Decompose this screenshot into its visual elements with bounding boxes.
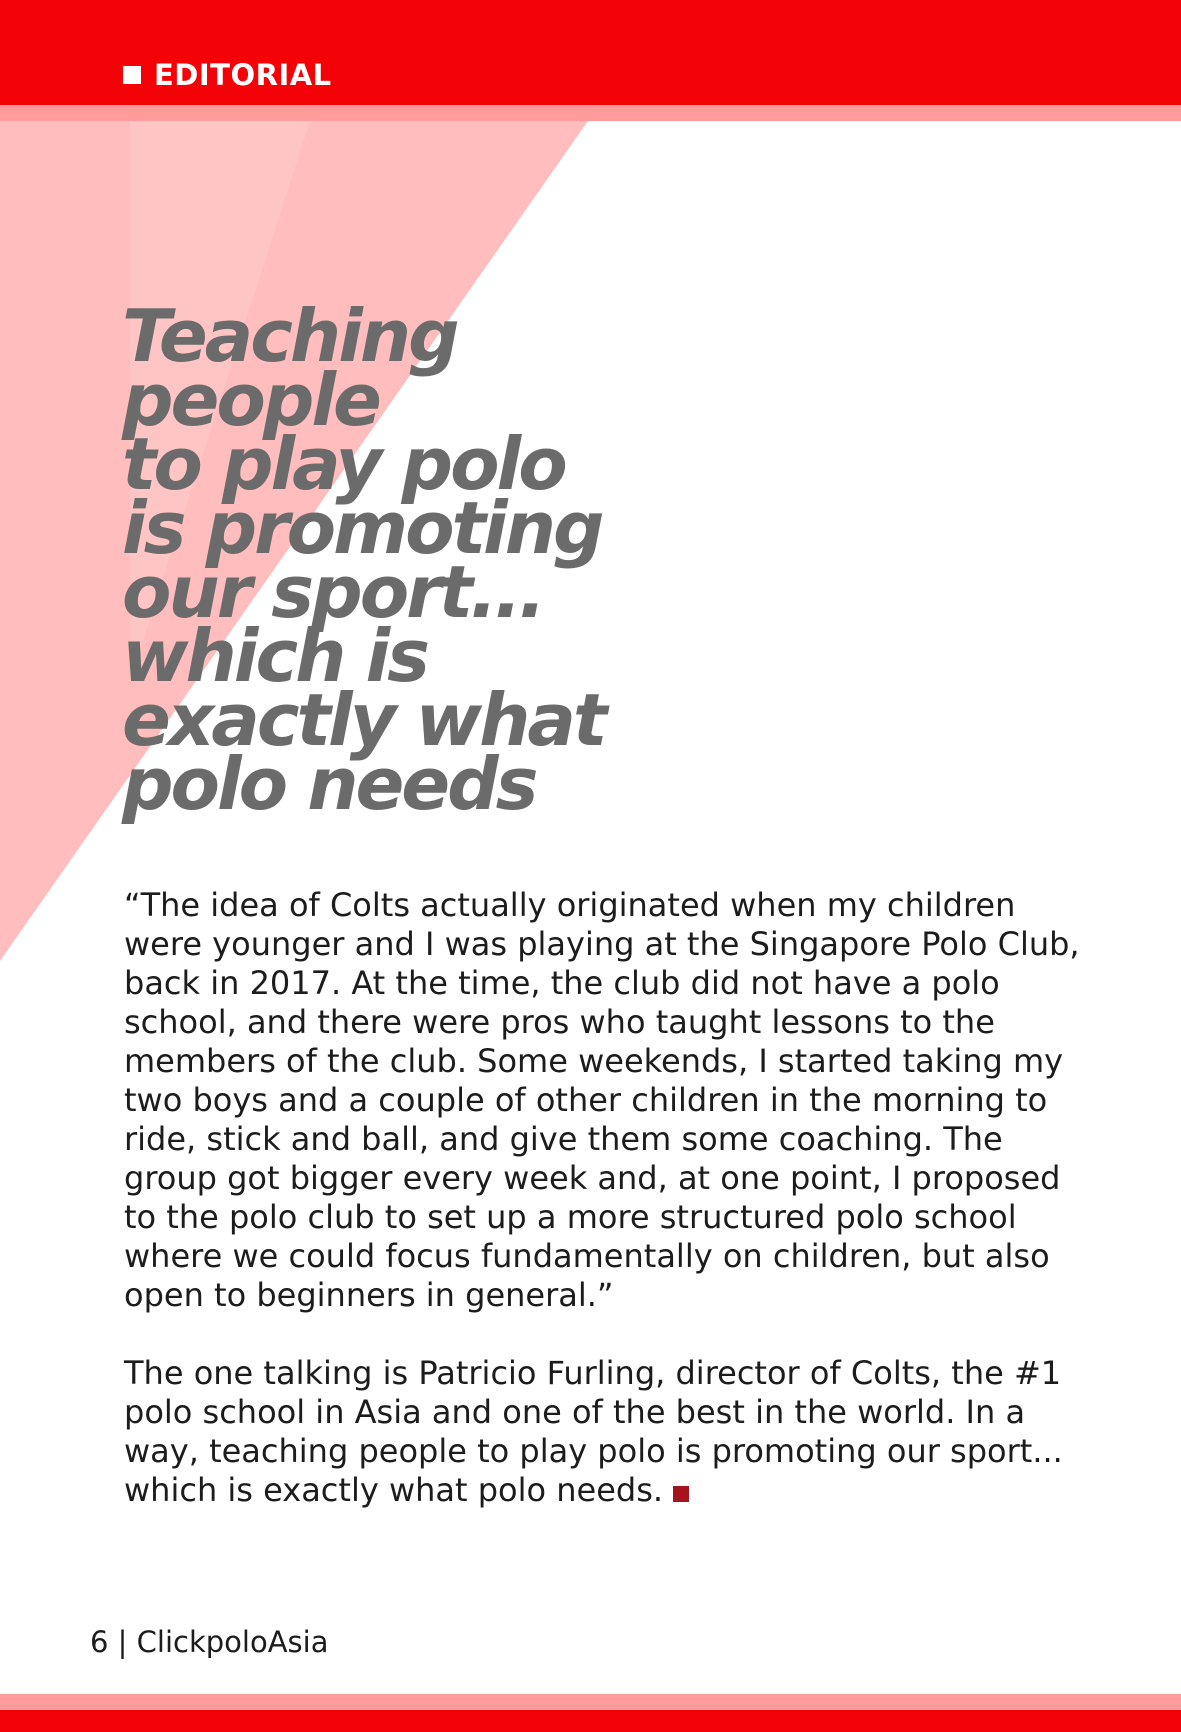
closing-text: The one talking is Patricio Furling, director of Colts, the #1 polo school in Asia and one of the best in the world. In a way, teaching people to play polo is promoting our sport... which is exactly what polo needs. — [124, 1354, 1063, 1509]
headline-line: our sport... — [122, 550, 544, 634]
headline-line: exactly what — [122, 678, 605, 762]
article-body — [124, 886, 1084, 1510]
closing-paragraph — [124, 1354, 1084, 1510]
section-label — [123, 58, 332, 92]
square-bullet-icon — [123, 66, 141, 84]
section-label-text: EDITORIAL — [154, 58, 332, 92]
headline-line: is promoting — [122, 486, 602, 570]
headline-line: which is — [122, 614, 427, 698]
headline — [122, 294, 682, 826]
headline-line: to play polo — [122, 422, 565, 506]
header-stripe — [0, 105, 1181, 121]
headline-line: people — [122, 358, 379, 442]
headline-line: polo needs — [122, 742, 536, 826]
headline-line: Teaching — [122, 294, 457, 378]
page-footer: 6 | ClickpoloAsia — [90, 1625, 329, 1659]
end-mark-icon — [673, 1486, 689, 1502]
quote-text: “The idea of Colts actually originated when my children were younger and I was playing at the Singapore Polo Club, back in 2017. At the time, the club did not have a polo school, and there were pros who taught lessons to the members of the club. Some weekends, I started taking my two boys and a couple of other children in the morning to ride, stick and ball, and give them some coaching. The group got bigger every week and, at one point, I proposed to the polo club to set up a more structured polo school where we could focus fundamentally on children, but also open to beginners in general.” — [124, 886, 1080, 1314]
quote-paragraph — [124, 886, 1084, 1315]
footer-bar — [0, 1710, 1181, 1732]
footer-stripe — [0, 1694, 1181, 1710]
